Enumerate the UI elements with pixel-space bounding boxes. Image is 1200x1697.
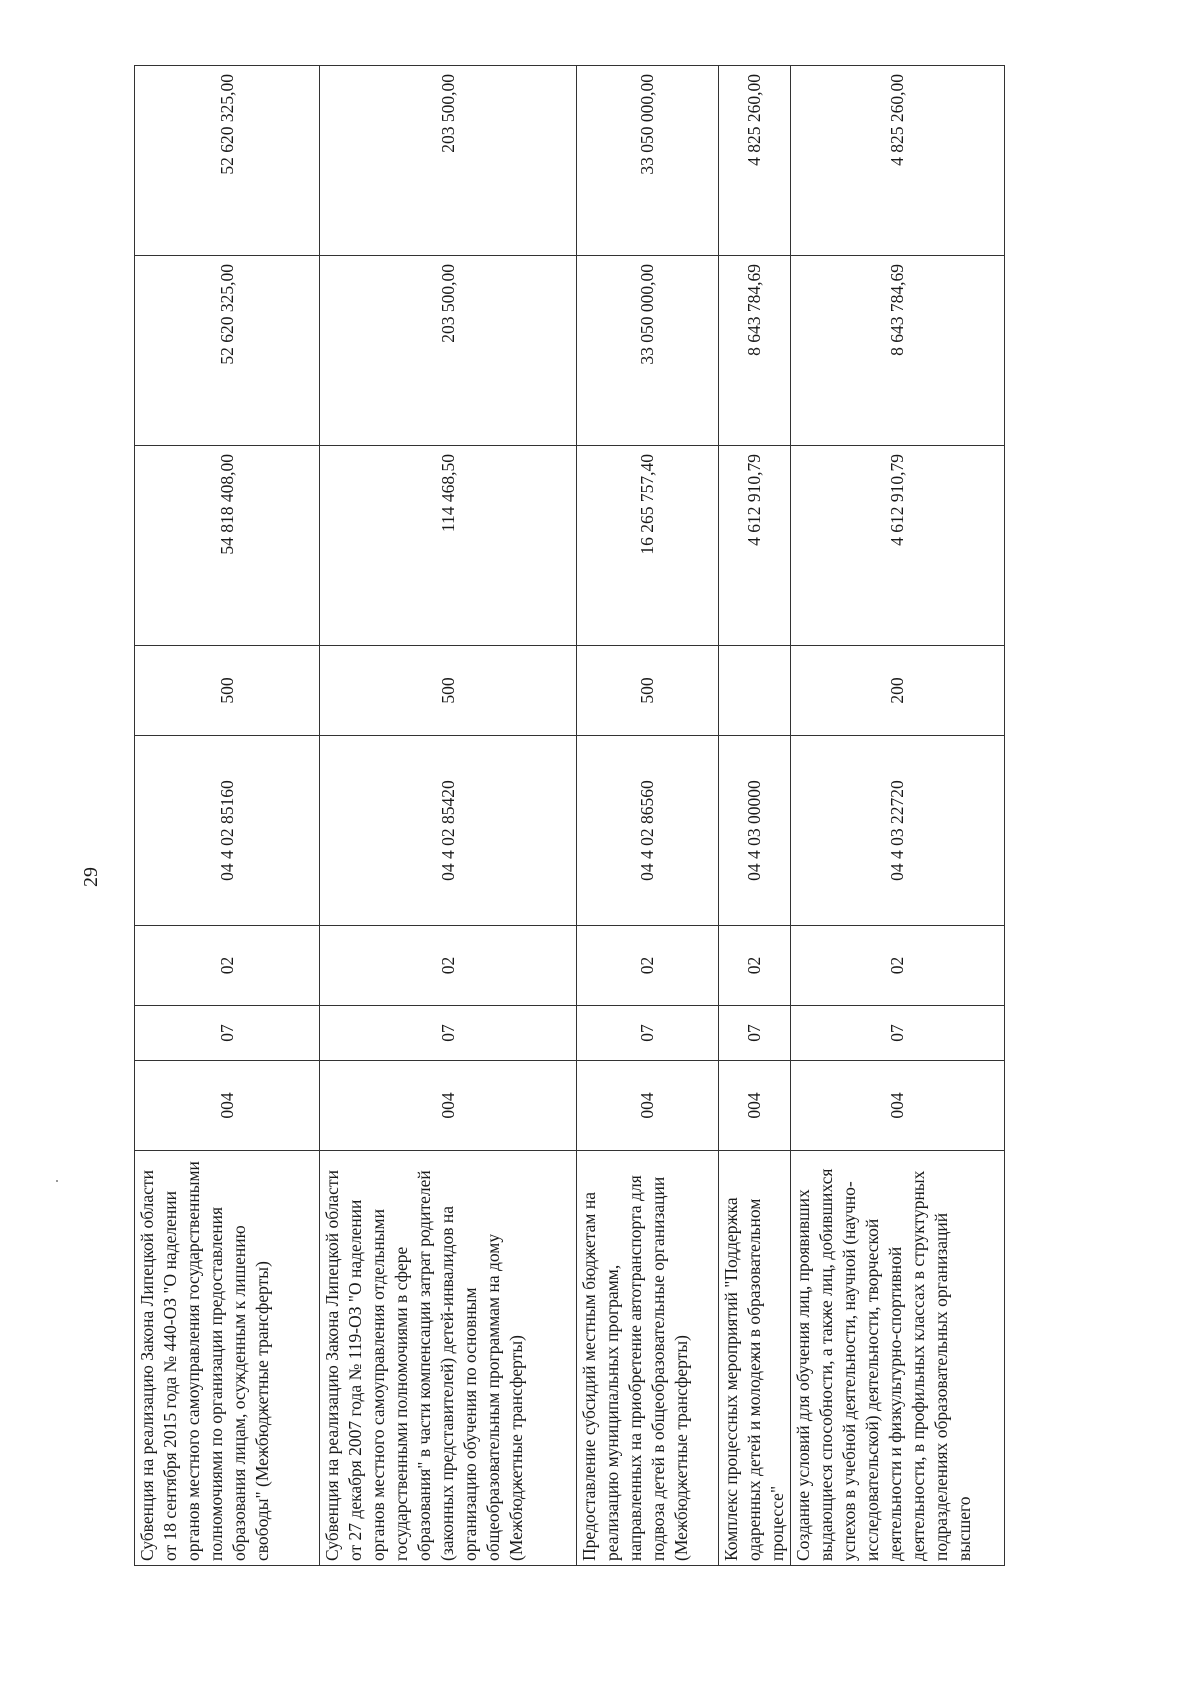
admin-code: 004 <box>577 1061 719 1151</box>
target-article-code: 04 4 02 86560 <box>577 736 719 926</box>
section-code: 07 <box>719 1006 791 1061</box>
expense-type-code <box>719 646 791 736</box>
expense-type-code: 500 <box>135 646 320 736</box>
subsection-code: 02 <box>791 926 1005 1006</box>
sum-year-1: 114 468,50 <box>320 446 577 646</box>
target-article-code: 04 4 02 85160 <box>135 736 320 926</box>
page-number: 29 <box>80 867 102 887</box>
sum-year-2: 33 050 000,00 <box>577 256 719 446</box>
subsection-code: 02 <box>719 926 791 1006</box>
budget-table <box>134 65 1005 1566</box>
sum-year-2: 8 643 784,69 <box>719 256 791 446</box>
row-description: Предоставление субсидий местным бюджетам на реализацию муниципальных программ, направленных на приобретение автотранспорта для подвоза детей в общеобразовательные организации (Межбюджетные трансферты) <box>577 1151 719 1566</box>
sum-year-1: 16 265 757,40 <box>577 446 719 646</box>
subsection-code: 02 <box>577 926 719 1006</box>
table-row <box>320 66 577 1566</box>
expense-type-code: 500 <box>577 646 719 736</box>
target-article-code: 04 4 03 00000 <box>719 736 791 926</box>
row-description: Создание условий для обучения лиц, проявивших выдающиеся способности, а также лиц, добившихся успехов в учебной деятельности, научной (научно-исследовательской) деятельности, творческой деятельности и физкультурно-спортивной деятельности, в профильных классах в структурных подразделениях образовательных организаций высшего <box>791 1151 1005 1566</box>
expense-type-code: 500 <box>320 646 577 736</box>
sum-year-2: 8 643 784,69 <box>791 256 1005 446</box>
admin-code: 004 <box>135 1061 320 1151</box>
target-article-code: 04 4 02 85420 <box>320 736 577 926</box>
subsection-code: 02 <box>135 926 320 1006</box>
admin-code: 004 <box>791 1061 1005 1151</box>
sum-year-3: 52 620 325,00 <box>135 66 320 256</box>
subsection-code: 02 <box>320 926 577 1006</box>
section-code: 07 <box>135 1006 320 1061</box>
sum-year-3: 4 825 260,00 <box>719 66 791 256</box>
row-description: Субвенция на реализацию Закона Липецкой области от 27 декабря 2007 года № 119-ОЗ "О наделении органов местного самоуправления отдельными государственными полномочиями в сфере образования" в части компенсации затрат родителей (законных представителей) детей-инвалидов на организацию обучения по основным общеобразовательным программам на дому (Межбюджетные трансферты) <box>320 1151 577 1566</box>
scan-speck <box>56 1180 58 1182</box>
sum-year-3: 33 050 000,00 <box>577 66 719 256</box>
table-row <box>791 66 1005 1566</box>
row-description: Субвенция на реализацию Закона Липецкой области от 18 сентября 2015 года № 440-ОЗ "О наделении органов местного самоуправления государственными полномочиями по организации предоставления образования лицам, осужденным к лишению свободы" (Межбюджетные трансферты) <box>135 1151 320 1566</box>
sum-year-1: 54 818 408,00 <box>135 446 320 646</box>
table-row <box>577 66 719 1566</box>
table-row <box>135 66 320 1566</box>
sum-year-3: 203 500,00 <box>320 66 577 256</box>
section-code: 07 <box>320 1006 577 1061</box>
admin-code: 004 <box>719 1061 791 1151</box>
table-row <box>719 66 791 1566</box>
sum-year-2: 203 500,00 <box>320 256 577 446</box>
admin-code: 004 <box>320 1061 577 1151</box>
section-code: 07 <box>791 1006 1005 1061</box>
target-article-code: 04 4 03 22720 <box>791 736 1005 926</box>
expense-type-code: 200 <box>791 646 1005 736</box>
sum-year-2: 52 620 325,00 <box>135 256 320 446</box>
row-description: Комплекс процессных мероприятий "Поддержка одаренных детей и молодежи в образовательном процессе" <box>719 1151 791 1566</box>
sum-year-1: 4 612 910,79 <box>719 446 791 646</box>
sum-year-1: 4 612 910,79 <box>791 446 1005 646</box>
section-code: 07 <box>577 1006 719 1061</box>
sum-year-3: 4 825 260,00 <box>791 66 1005 256</box>
